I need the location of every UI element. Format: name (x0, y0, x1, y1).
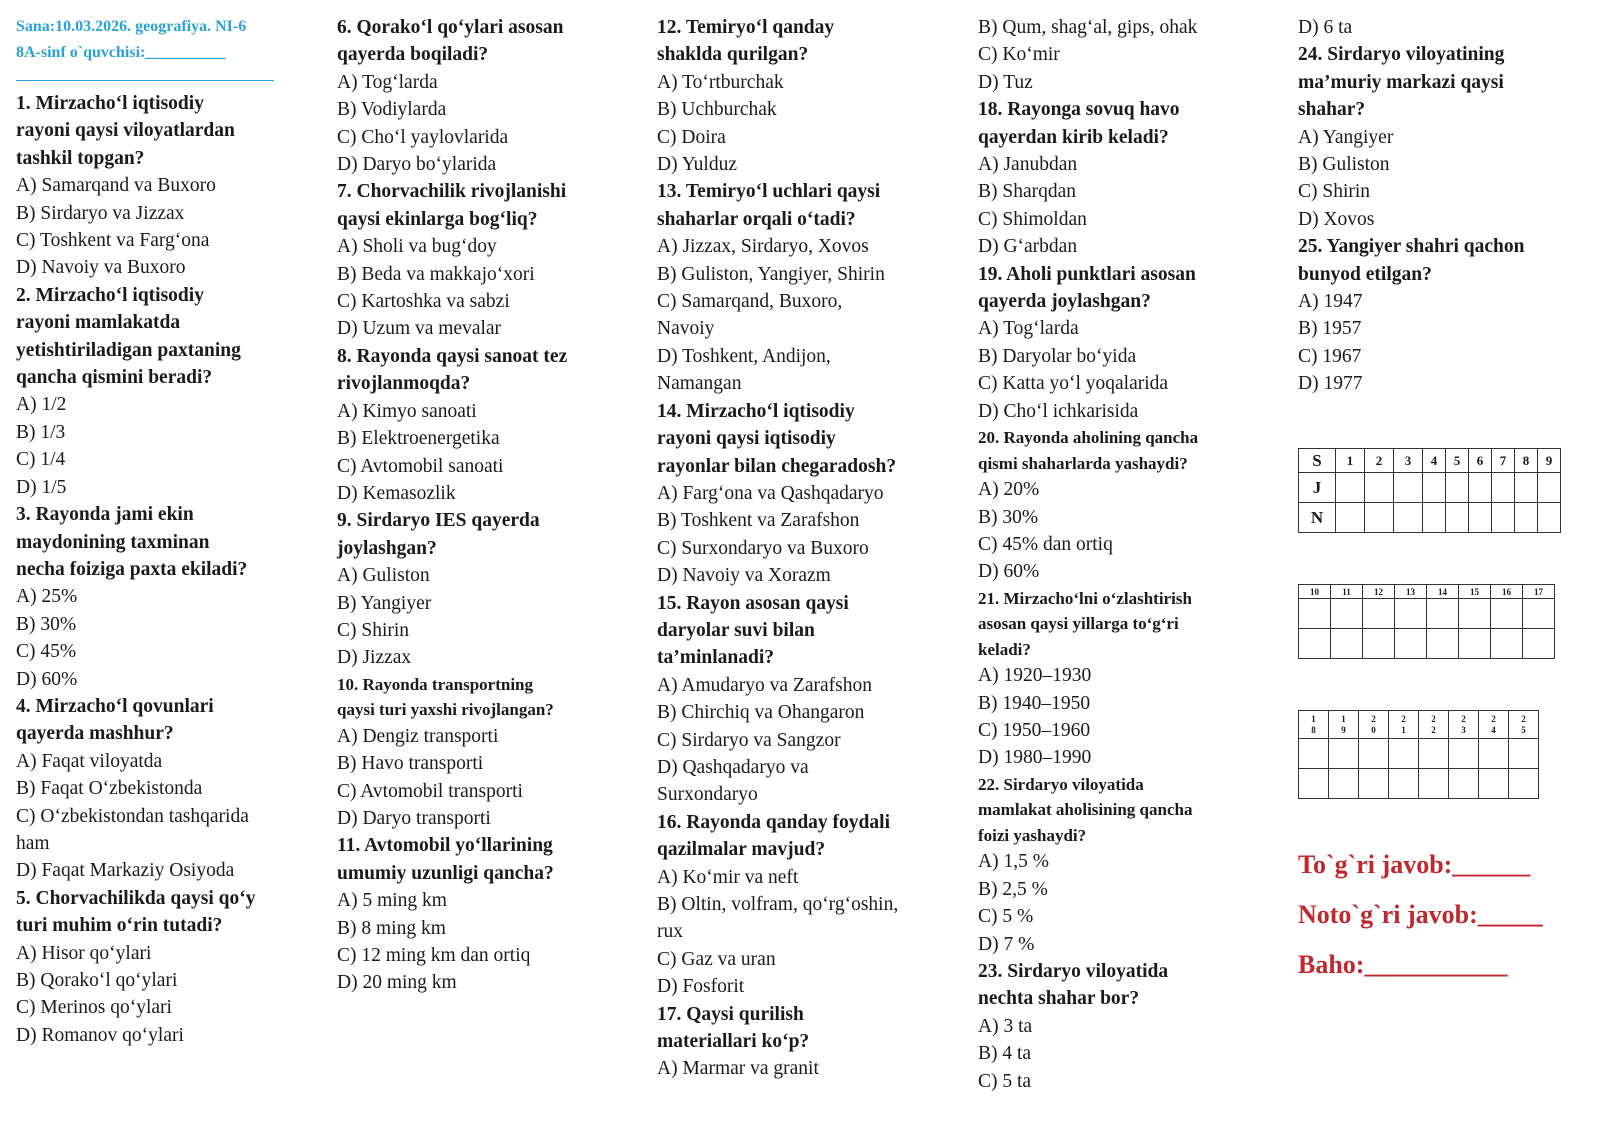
answer-option: D) Toshkent, Andijon, (657, 345, 831, 367)
question-text-line: shaklda qurilgan? (657, 44, 809, 66)
question-text-line: ma’muriy markazi qaysi (1298, 71, 1504, 93)
question-text-line: materiallari ko‘p? (657, 1031, 810, 1053)
grid-column-number: 10 (1299, 585, 1331, 599)
answer-option: A) To‘rtburchak (657, 71, 784, 93)
question-text-line: asosan qaysi yillarga to‘g‘ri (978, 614, 1179, 634)
answer-cell[interactable] (1523, 629, 1555, 659)
answer-cell[interactable] (1394, 473, 1423, 503)
answer-option: D) 6 ta (1298, 17, 1353, 38)
question-text-line: 12. Temiryo‘l qanday (657, 17, 835, 38)
question-text-line: 10. Rayonda transportning (337, 674, 534, 694)
answer-option: A) 1947 (1298, 291, 1363, 313)
grid-column-number (1299, 711, 1329, 739)
grid-row-label: J (1299, 473, 1336, 503)
answer-cell[interactable] (1491, 599, 1523, 629)
grid-column-number (1419, 711, 1449, 739)
answer-cell[interactable] (1329, 739, 1359, 769)
digit: 9 (1341, 724, 1346, 735)
answer-option: D) Daryo transporti (337, 807, 491, 829)
question-text-line: 21. Mirzacho‘lni o‘zlashtirish (978, 588, 1192, 608)
answer-option: C) 45% (16, 641, 77, 663)
answer-cell[interactable] (1515, 503, 1538, 533)
digit: 0 (1371, 724, 1376, 735)
answer-cell[interactable] (1449, 739, 1479, 769)
grid-column-number (1359, 711, 1389, 739)
answer-option: A) Yangiyer (1298, 126, 1394, 148)
answer-option: C) Shirin (1298, 181, 1371, 203)
answer-cell[interactable] (1538, 473, 1561, 503)
question-text-line: 3. Rayonda jami ekin (16, 504, 194, 526)
grid-column-number: 2 (1365, 449, 1394, 473)
question-column-4 (978, 14, 1198, 1095)
answer-cell[interactable] (1459, 629, 1491, 659)
digit: 2 (1461, 713, 1466, 724)
answer-option: C) Kartoshka va sabzi (337, 291, 510, 313)
question-text-line: 5. Chorvachilikda qaysi qo‘y (16, 887, 256, 909)
answer-grid-1-9 (1298, 448, 1561, 533)
question-text-line: 13. Temiryo‘l uchlari qaysi (657, 181, 881, 203)
grid-column-number: 8 (1515, 449, 1538, 473)
answer-cell[interactable] (1419, 769, 1449, 799)
answer-cell[interactable] (1359, 739, 1389, 769)
grade-label: Baho:___________ (1298, 950, 1508, 979)
answer-option: C) Doira (657, 126, 726, 148)
answer-option: D) Qashqadaryo va (657, 756, 809, 778)
answer-cell[interactable] (1449, 769, 1479, 799)
question-text-line: 19. Aholi punktlari asosan (978, 263, 1196, 285)
answer-cell[interactable] (1479, 769, 1509, 799)
answer-cell[interactable] (1469, 503, 1492, 533)
answer-option: D) Romanov qo‘ylari (16, 1024, 184, 1046)
answer-cell[interactable] (1299, 629, 1331, 659)
question-text-line: 6. Qorako‘l qo‘ylari asosan (337, 17, 564, 38)
answer-option: A) Marmar va granit (657, 1058, 819, 1080)
answer-option: B) Beda va makkajo‘xori (337, 263, 535, 285)
answer-option: D) Navoiy va Buxoro (16, 257, 186, 279)
answer-option: D) Faqat Markaziy Osiyoda (16, 860, 235, 882)
answer-option: C) Merinos qo‘ylari (16, 997, 172, 1019)
answer-option: A) Janubdan (978, 154, 1078, 176)
answer-option: B) Guliston (1298, 154, 1390, 176)
answer-cell[interactable] (1365, 473, 1394, 503)
question-text-line: keladi? (978, 639, 1031, 659)
digit: 2 (1371, 713, 1376, 724)
digit: 2 (1431, 713, 1436, 724)
digit: 5 (1521, 724, 1526, 735)
question-column-2 (337, 14, 567, 997)
question-text-line: qayerda mashhur? (16, 723, 174, 745)
answer-option: D) 1980–1990 (978, 747, 1092, 769)
question-text-line: 9. Sirdaryo IES qayerda (337, 510, 540, 532)
question-column-1 (16, 90, 255, 1049)
answer-option: B) Uchburchak (657, 99, 777, 121)
answer-option: rux (657, 921, 683, 943)
grid-column-number: 6 (1469, 449, 1492, 473)
question-text-line: qazilmalar mavjud? (657, 839, 826, 861)
answer-option: D) 7 % (978, 933, 1035, 955)
correct-answers-label: To`g`ri javob:______ (1298, 850, 1531, 879)
question-column-3 (657, 14, 898, 1083)
answer-option: C) Samarqand, Buxoro, (657, 291, 843, 313)
answer-option: A) Sholi va bug‘doy (337, 236, 497, 258)
answer-cell[interactable] (1299, 599, 1331, 629)
answer-option: D) Cho‘l ichkarisida (978, 400, 1139, 422)
answer-cell[interactable] (1523, 599, 1555, 629)
answer-cell[interactable] (1538, 503, 1561, 533)
answer-option: B) 30% (16, 613, 77, 635)
answer-option: B) 30% (978, 506, 1039, 528)
question-text-line: qismi shaharlarda yashaydi? (978, 453, 1188, 473)
question-text-line: nechta shahar bor? (978, 988, 1140, 1010)
answer-cell[interactable] (1515, 473, 1538, 503)
answer-option: D) Yulduz (657, 154, 737, 176)
answer-option: A) 1920–1930 (978, 665, 1092, 687)
answer-option: B) Oltin, volfram, qo‘rg‘oshin, (657, 894, 899, 915)
answer-cell[interactable] (1491, 629, 1523, 659)
answer-option: C) 1967 (1298, 345, 1362, 367)
question-text-line: 11. Avtomobil yo‘llarining (337, 835, 553, 857)
question-text-line: maydonining taxminan (16, 531, 210, 553)
question-text-line: rivojlanmoqda? (337, 373, 471, 395)
answer-option: Namangan (657, 373, 742, 395)
answer-option: B) Qum, shag‘al, gips, ohak (978, 17, 1198, 38)
answer-option: C) Katta yo‘l yoqalarida (978, 373, 1169, 395)
grid-column-number: 12 (1363, 585, 1395, 599)
answer-option: A) Faqat viloyatda (16, 750, 163, 772)
answer-cell[interactable] (1389, 739, 1419, 769)
grid-column-number (1479, 711, 1509, 739)
answer-option: B) 1957 (1298, 318, 1362, 340)
answer-option: Surxondaryo (657, 784, 758, 806)
answer-option: D) G‘arbdan (978, 236, 1078, 258)
answer-option: B) 1940–1950 (978, 692, 1091, 714)
grid-column-number (1509, 711, 1539, 739)
answer-cell[interactable] (1419, 739, 1449, 769)
question-text-line: 22. Sirdaryo viloyatida (978, 774, 1144, 794)
digit: 4 (1491, 724, 1496, 735)
question-text-line: shaharlar orqali o‘tadi? (657, 208, 856, 230)
answer-option: A) 1,5 % (978, 851, 1049, 873)
digit: 1 (1401, 724, 1406, 735)
question-text-line: 25. Yangiyer shahri qachon (1298, 236, 1525, 258)
answer-option: A) 25% (16, 586, 78, 608)
answer-option: B) Toshkent va Zarafshon (657, 510, 860, 532)
answer-option: B) Havo transporti (337, 753, 484, 775)
answer-cell[interactable] (1459, 599, 1491, 629)
answer-option: B) Sharqdan (978, 181, 1077, 203)
grid-column-number (1329, 711, 1359, 739)
answer-option: C) 12 ming km dan ortiq (337, 945, 531, 966)
digit: 2 (1431, 724, 1436, 735)
question-text-line: mamlakat aholisining qancha (978, 800, 1193, 820)
answer-grid-18-25 (1298, 710, 1539, 799)
grid-column-number: 17 (1523, 585, 1555, 599)
question-text-line: qayerdan kirib keladi? (978, 126, 1169, 148)
wrong-answers-label: Noto`g`ri javob:_____ (1298, 900, 1543, 929)
answer-option: A) Guliston (337, 565, 430, 587)
name-underline (16, 66, 274, 81)
question-text-line: rayoni qaysi viloyatlardan (16, 120, 235, 142)
answer-cell[interactable] (1363, 629, 1395, 659)
answer-option: C) 45% dan ortiq (978, 533, 1113, 555)
answer-option: C) Gaz va uran (657, 948, 776, 970)
answer-option: C) Ko‘mir (978, 44, 1060, 66)
question-text-line: 4. Mirzacho‘l qovunlari (16, 695, 214, 717)
answer-option: B) Yangiyer (337, 592, 432, 614)
question-text-line: umumiy uzunligi qancha? (337, 862, 554, 884)
grid-column-number: 11 (1331, 585, 1363, 599)
answer-cell[interactable] (1469, 473, 1492, 503)
answer-cell[interactable] (1299, 739, 1329, 769)
answer-option: A) Tog‘larda (337, 71, 438, 93)
digit: 2 (1521, 713, 1526, 724)
question-text-line: tashkil topgan? (16, 147, 145, 169)
answer-option: C) Avtomobil sanoati (337, 455, 504, 477)
header (16, 14, 274, 87)
answer-cell[interactable] (1336, 503, 1365, 533)
question-text-line: 2. Mirzacho‘l iqtisodiy (16, 284, 204, 306)
date-subject-line: Sana:10.03.2026. geografiya. NI-6 (16, 18, 247, 35)
answer-option: A) 1/2 (16, 394, 67, 416)
answer-cell[interactable] (1329, 769, 1359, 799)
question-text-line: daryolar suvi bilan (657, 619, 815, 641)
digit: 2 (1491, 713, 1496, 724)
question-text-line: 1. Mirzacho‘l iqtisodiy (16, 93, 204, 114)
question-text-line: foizi yashaydi? (978, 825, 1087, 845)
grid-column-number: 3 (1394, 449, 1423, 473)
question-text-line: 24. Sirdaryo viloyatining (1298, 44, 1505, 66)
answer-option: ham (16, 832, 50, 854)
answer-option: A) Kimyo sanoati (337, 400, 477, 422)
answer-option: A) Amudaryo va Zarafshon (657, 674, 872, 696)
answer-option: B) Daryolar bo‘yida (978, 345, 1137, 367)
question-text-line: joylashgan? (337, 537, 437, 559)
question-text-line: bunyod etilgan? (1298, 263, 1432, 285)
grid-row-label: N (1299, 503, 1336, 533)
answer-option: C) 5 ta (978, 1070, 1032, 1092)
question-column-5 (1298, 14, 1524, 398)
answer-cell[interactable] (1336, 473, 1365, 503)
question-text-line: rayoni qaysi iqtisodiy (657, 428, 836, 450)
question-text-line: qancha qismini beradi? (16, 367, 213, 389)
grid-column-number: 4 (1423, 449, 1446, 473)
question-text-line: 16. Rayonda qanday foydali (657, 811, 890, 833)
answer-option: C) Sirdaryo va Sangzor (657, 729, 841, 751)
student-name-line: 8A-sinf o`quvchisi:__________ (16, 44, 226, 61)
answer-cell[interactable] (1389, 769, 1419, 799)
answer-grid-10-17 (1298, 584, 1555, 659)
answer-option: D) Xovos (1298, 208, 1375, 230)
answer-cell[interactable] (1509, 739, 1539, 769)
answer-option: C) Avtomobil transporti (337, 780, 523, 802)
answer-cell[interactable] (1427, 599, 1459, 629)
grid-column-number: 5 (1446, 449, 1469, 473)
answer-option: C) Toshkent va Farg‘ona (16, 230, 210, 252)
answer-option: A) Hisor qo‘ylari (16, 942, 152, 964)
answer-option: C) 5 % (978, 906, 1034, 928)
grid-column-number: 9 (1538, 449, 1561, 473)
answer-option: B) 8 ming km (337, 917, 446, 939)
answer-cell[interactable] (1446, 503, 1469, 533)
answer-option: C) Shirin (337, 619, 410, 641)
answer-option: A) 5 ming km (337, 890, 447, 912)
grid-column-number (1449, 711, 1479, 739)
grid-column-number: 7 (1492, 449, 1515, 473)
grid-column-number: 14 (1427, 585, 1459, 599)
answer-cell[interactable] (1365, 503, 1394, 533)
answer-option: B) 4 ta (978, 1043, 1032, 1065)
answer-cell[interactable] (1395, 629, 1427, 659)
digit: 2 (1401, 713, 1406, 724)
answer-option: B) Faqat O‘zbekistonda (16, 778, 203, 800)
grid-column-number (1389, 711, 1419, 739)
answer-option: D) 60% (16, 668, 78, 690)
question-text-line: rayoni mamlakatda (16, 312, 181, 334)
answer-option: B) Qorako‘l qo‘ylari (16, 970, 178, 991)
answer-cell[interactable] (1394, 503, 1423, 533)
answer-option: D) Jizzax (337, 647, 412, 669)
answer-option: C) O‘zbekistondan tashqarida (16, 805, 249, 827)
question-text-line: rayonlar bilan chegaradosh? (657, 455, 897, 477)
answer-cell[interactable] (1446, 473, 1469, 503)
answer-option: B) Guliston, Yangiyer, Shirin (657, 263, 885, 285)
answer-option: C) Shimoldan (978, 208, 1087, 230)
answer-cell[interactable] (1363, 599, 1395, 629)
answer-cell[interactable] (1492, 473, 1515, 503)
digit: 1 (1311, 713, 1316, 724)
answer-cell[interactable] (1423, 503, 1446, 533)
grid-column-number: 1 (1336, 449, 1365, 473)
answer-option: A) Dengiz transporti (337, 725, 499, 747)
answer-option: B) 1/3 (16, 421, 66, 443)
question-text-line: qayerda joylashgan? (978, 291, 1151, 313)
answer-option: D) Tuz (978, 71, 1033, 93)
answer-option: D) Daryo bo‘ylarida (337, 154, 497, 176)
answer-option: A) 3 ta (978, 1015, 1033, 1037)
answer-cell[interactable] (1359, 769, 1389, 799)
question-text-line: 20. Rayonda aholining qancha (978, 428, 1199, 448)
question-text-line: shahar? (1298, 99, 1366, 121)
answer-option: B) Elektroenergetika (337, 428, 500, 450)
question-text-line: qaysi ekinlarga bog‘liq? (337, 208, 538, 230)
answer-cell[interactable] (1427, 629, 1459, 659)
answer-option: A) Jizzax, Sirdaryo, Xovos (657, 236, 869, 258)
answer-cell[interactable] (1423, 473, 1446, 503)
question-text-line: necha foiziga paxta ekiladi? (16, 558, 248, 580)
answer-option: D) Kemasozlik (337, 482, 456, 504)
answer-cell[interactable] (1479, 739, 1509, 769)
question-text-line: 8. Rayonda qaysi sanoat tez (337, 345, 568, 367)
answer-option: D) 60% (978, 561, 1040, 583)
answer-cell[interactable] (1395, 599, 1427, 629)
answer-option: A) Tog‘larda (978, 318, 1079, 340)
question-text-line: turi muhim o‘rin tutadi? (16, 915, 223, 937)
answer-option: A) Ko‘mir va neft (657, 866, 799, 888)
answer-option: B) Sirdaryo va Jizzax (16, 202, 185, 224)
answer-cell[interactable] (1331, 629, 1363, 659)
digit: 3 (1461, 724, 1466, 735)
grid-column-number: 13 (1395, 585, 1427, 599)
question-text-line: qaysi turi yaxshi rivojlangan? (337, 700, 554, 720)
answer-cell[interactable] (1509, 769, 1539, 799)
question-text-line: 18. Rayonga sovuq havo (978, 99, 1180, 121)
answer-option: B) Vodiylarda (337, 99, 447, 121)
question-text-line: 15. Rayon asosan qaysi (657, 592, 849, 614)
digit: 1 (1341, 713, 1346, 724)
question-text-line: yetishtiriladigan paxtaning (16, 339, 241, 361)
grid-column-number: 15 (1459, 585, 1491, 599)
question-text-line: 23. Sirdaryo viloyatida (978, 960, 1169, 982)
answer-option: A) Farg‘ona va Qashqadaryo (657, 482, 884, 504)
answer-option: D) Uzum va mevalar (337, 318, 502, 340)
answer-cell[interactable] (1331, 599, 1363, 629)
answer-option: D) 1/5 (16, 476, 67, 498)
answer-option: D) 1977 (1298, 373, 1363, 395)
question-text-line: 7. Chorvachilik rivojlanishi (337, 181, 567, 203)
answer-option: B) 2,5 % (978, 878, 1048, 900)
answer-option: A) Samarqand va Buxoro (16, 175, 216, 197)
answer-option: C) 1950–1960 (978, 720, 1091, 742)
grid-column-number: 16 (1491, 585, 1523, 599)
answer-option: C) Cho‘l yaylovlarida (337, 126, 509, 148)
answer-option: A) 20% (978, 479, 1040, 501)
answer-cell[interactable] (1492, 503, 1515, 533)
question-text-line: qayerda boqiladi? (337, 44, 489, 66)
answer-option: B) Chirchiq va Ohangaron (657, 702, 865, 724)
answer-option: D) Fosforit (657, 976, 745, 998)
answer-option: D) 20 ming km (337, 972, 457, 994)
answer-option: C) Surxondaryo va Buxoro (657, 537, 869, 559)
question-text-line: 14. Mirzacho‘l iqtisodiy (657, 400, 855, 422)
question-text-line: 17. Qaysi qurilish (657, 1003, 804, 1025)
digit: 8 (1311, 724, 1316, 735)
answer-option: D) Navoiy va Xorazm (657, 565, 831, 587)
grid-row-label: S (1299, 449, 1336, 473)
answer-option: C) 1/4 (16, 449, 66, 471)
question-text-line: ta’minlanadi? (657, 647, 775, 669)
answer-option: Navoiy (657, 318, 715, 340)
answer-cell[interactable] (1299, 769, 1329, 799)
